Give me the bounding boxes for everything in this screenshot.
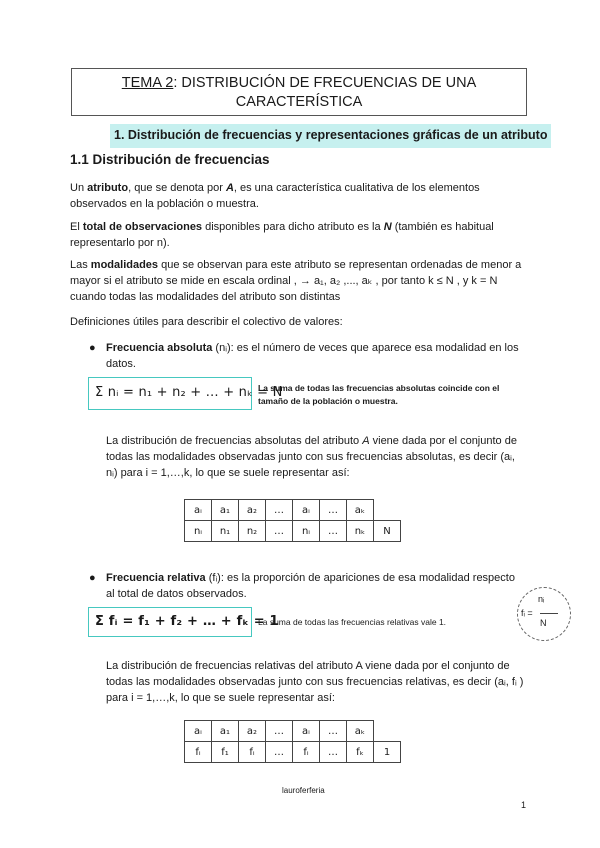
table-cell: fᵢ (185, 742, 212, 763)
paragraph-distribucion-relativa: La distribución de frecuencias relativas del atributo A viene dada por el conjunto de todas las modalidades observadas junto con sus frecuencias relativas, es decir (aᵢ, fᵢ ) para i = 1,…,k, lo que se suele representar así: (106, 660, 524, 704)
table-cell: aᵢ (185, 721, 212, 742)
table-cell: fₖ (347, 742, 374, 763)
table-cell: aᵢ (185, 500, 212, 521)
table-cell: fᵢ (239, 742, 266, 763)
table-cell: … (320, 721, 347, 742)
table-row (185, 500, 401, 521)
table-cell-empty (374, 500, 401, 521)
footer-author: lauroferferia (282, 786, 325, 795)
table-cell: … (266, 742, 293, 763)
table-cell: a₂ (239, 500, 266, 521)
bullet-frecuencia-relativa: ● Frecuencia relativa (fᵢ): es la proporción de apariciones de esa modalidad respecto al total de datos observados. (89, 572, 515, 600)
table-cell: … (266, 500, 293, 521)
absolute-frequency-table (184, 499, 401, 542)
bullet-dot: ● (89, 342, 96, 354)
table-cell: … (266, 521, 293, 542)
bullet-dot: ● (89, 572, 96, 584)
table-cell: nᵢ (293, 521, 320, 542)
table-cell: nₖ (347, 521, 374, 542)
title-rest: : DISTRIBUCIÓN DE FRECUENCIAS DE UNA (173, 75, 477, 91)
paragraph-atributo: Un atributo, que se denota por A, es una característica cualitativa de los elementos observados en la población o muestra. (70, 182, 480, 210)
table-row (185, 521, 401, 542)
title-line2: CARACTERÍSTICA (235, 94, 363, 110)
formula-relative-sum: Σ fᵢ = f₁ + f₂ + … + fₖ = 1 (88, 607, 252, 637)
note-absolute-sum: La suma de todas las frecuencias absolutas coincide con el tamaño de la población o muestra. (258, 383, 500, 406)
table-cell: a₂ (239, 721, 266, 742)
relative-frequency-definition (517, 587, 571, 641)
table-cell: … (320, 742, 347, 763)
bullet-frecuencia-absoluta: ● Frecuencia absoluta (nᵢ): es el número de veces que aparece esa modalidad en los datos. (89, 342, 519, 370)
table-cell: aₖ (347, 721, 374, 742)
relative-frequency-table (184, 720, 401, 763)
table-cell: n₂ (239, 521, 266, 542)
formula-absolute-sum: Σ nᵢ = n₁ + n₂ + … + nₖ = N (88, 377, 252, 410)
page-number: 1 (521, 800, 527, 810)
table-cell: … (320, 500, 347, 521)
table-cell: nᵢ (185, 521, 212, 542)
table-cell: f₁ (212, 742, 239, 763)
table-cell: aᵢ (293, 721, 320, 742)
table-cell: aᵢ (293, 500, 320, 521)
table-cell: a₁ (212, 721, 239, 742)
table-cell: fᵢ (293, 742, 320, 763)
table-cell-empty (374, 721, 401, 742)
paragraph-distribucion-absoluta: La distribución de frecuencias absolutas del atributo A viene dada por el conjunto de todas las modalidades observadas junto con sus frecuencias absolutas, es decir (aᵢ, nᵢ) para i = 1,…,k, lo que se suele representar así: (106, 435, 517, 479)
title-box (71, 68, 527, 116)
side-lhs: fᵢ = (521, 608, 533, 618)
paragraph-total: El total de observaciones disponibles para dicho atributo es la N (también es habitual representarlo por n). (70, 221, 494, 249)
table-row (185, 742, 401, 763)
table-row (185, 721, 401, 742)
paragraph-definiciones: Definiciones útiles para describir el colectivo de valores: (70, 316, 343, 328)
table-cell: a₁ (212, 500, 239, 521)
table-cell: … (266, 721, 293, 742)
table-total-cell: N (374, 521, 401, 542)
table-cell: aₖ (347, 500, 374, 521)
title-prefix: TEMA 2 (121, 75, 174, 91)
paragraph-modalidades: Las modalidades que se observan para este atributo se representan ordenadas de menor a mayor si el atributo se mide en escala ordinal , → a₁, a₂ ,..., aₖ , por tanto k ≤ N , y k = N cuando todas las modalidades del atributo son distintas (70, 259, 522, 303)
subsection-heading: 1.1 Distribución de frecuencias (70, 152, 270, 167)
table-cell: n₁ (212, 521, 239, 542)
fraction-bar (540, 613, 558, 614)
side-denominator: N (540, 618, 547, 628)
table-total-cell: 1 (374, 742, 401, 763)
note-relative-sum: La suma de todas las frecuencias relativas vale 1. (258, 617, 447, 627)
section-heading: 1. Distribución de frecuencias y representaciones gráficas de un atributo (110, 124, 551, 148)
side-numerator: nᵢ (538, 594, 545, 604)
table-cell: … (320, 521, 347, 542)
